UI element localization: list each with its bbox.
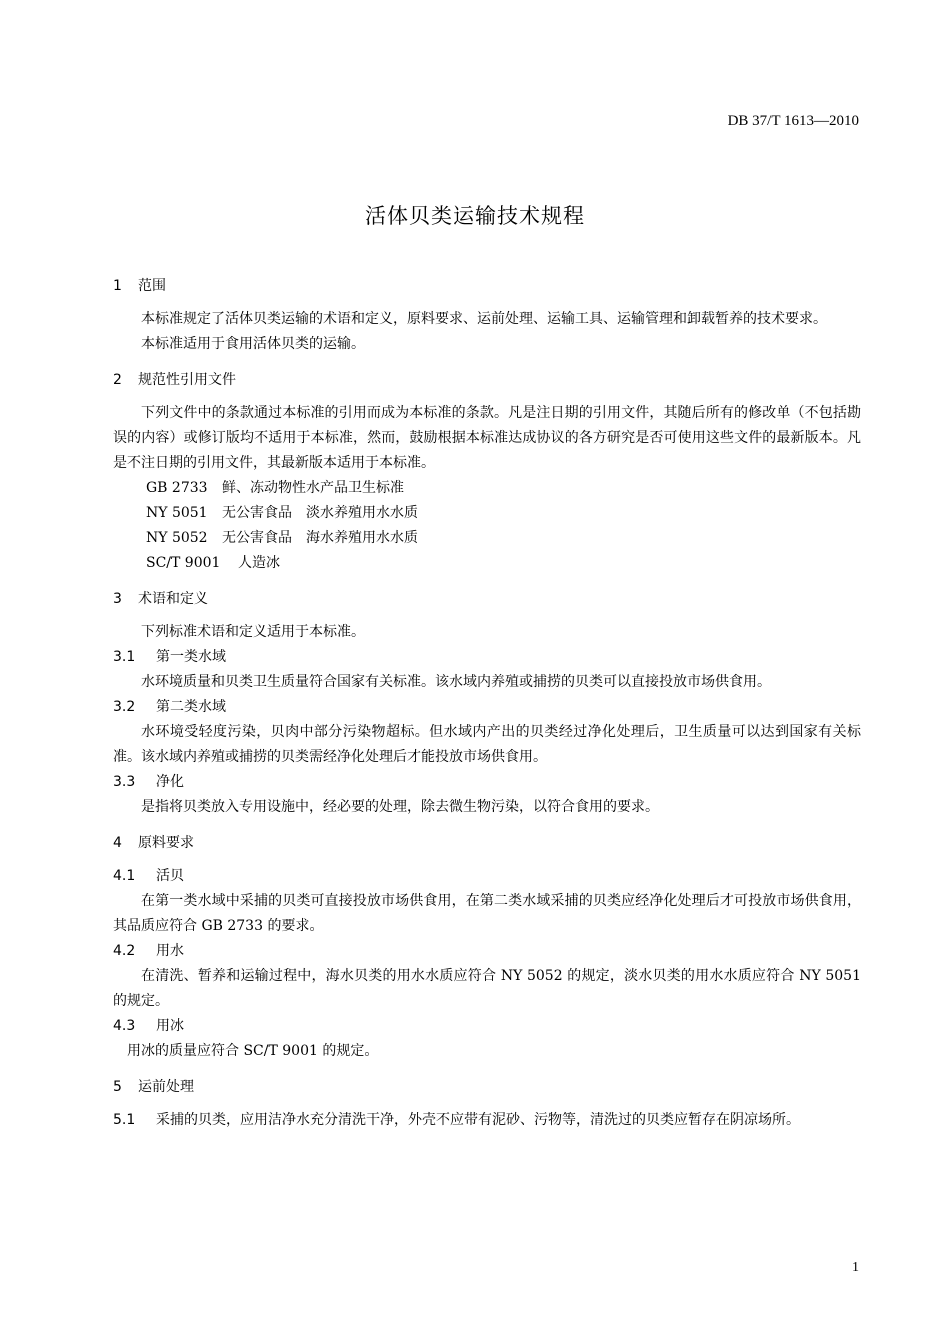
section-title: 范围 bbox=[138, 278, 166, 294]
paragraph: 是指将贝类放入专用设施中，经必要的处理，除去微生物污染，以符合食用的要求。 bbox=[141, 799, 659, 815]
section-title: 规范性引用文件 bbox=[138, 372, 236, 388]
reference-item bbox=[113, 501, 861, 526]
section-number: 1 bbox=[113, 278, 122, 294]
subsection-title: 用水 bbox=[156, 943, 184, 959]
section-title: 运前处理 bbox=[138, 1079, 194, 1095]
reference-title: 人造冰 bbox=[238, 555, 280, 571]
page-number: 1 bbox=[852, 1260, 859, 1275]
paragraph: 在清洗、暂养和运输过程中，海水贝类的用水水质应符合 NY 5052 的规定，淡水贝类的用水水质应符合 NY 5051 的规定。 bbox=[113, 968, 861, 1009]
subsection-number: 4.1 bbox=[113, 868, 136, 884]
subsection-4-1-heading bbox=[113, 864, 861, 889]
subsection-3-3-heading bbox=[113, 770, 861, 795]
document-body bbox=[113, 274, 861, 1133]
reference-code: NY 5051 bbox=[146, 505, 208, 521]
paragraph bbox=[113, 1108, 861, 1133]
subsection-3-2-heading bbox=[113, 695, 861, 720]
subsection-title: 净化 bbox=[156, 774, 184, 790]
section-1-heading bbox=[113, 274, 861, 299]
section-title: 原料要求 bbox=[138, 835, 194, 851]
section-5-heading bbox=[113, 1075, 861, 1100]
paragraph: 用冰的质量应符合 SC/T 9001 的规定。 bbox=[127, 1043, 379, 1059]
reference-item bbox=[113, 476, 861, 501]
standard-number: DB 37/T 1613—2010 bbox=[727, 113, 859, 129]
subsection-text: 采捕的贝类，应用洁净水充分清洗干净，外壳不应带有泥砂、污物等，清洗过的贝类应暂存在阴凉场所。 bbox=[156, 1112, 800, 1128]
paragraph: 下列标准术语和定义适用于本标准。 bbox=[141, 624, 365, 640]
paragraph: 在第一类水域中采捕的贝类可直接投放市场供食用，在第二类水域采捕的贝类应经净化处理后才可投放市场供食用，其品质应符合 GB 2733 的要求。 bbox=[113, 893, 861, 934]
paragraph: 水环境受轻度污染，贝肉中部分污染物超标。但水域内产出的贝类经过净化处理后，卫生质量可以达到国家有关标准。该水域内养殖或捕捞的贝类需经净化处理后才能投放市场供食用。 bbox=[113, 724, 861, 765]
paragraph: 水环境质量和贝类卫生质量符合国家有关标准。该水域内养殖或捕捞的贝类可以直接投放市场供食用。 bbox=[141, 674, 771, 690]
subsection-number: 3.1 bbox=[113, 649, 136, 665]
subsection-number: 5.1 bbox=[113, 1112, 136, 1128]
subsection-title: 用冰 bbox=[156, 1018, 184, 1034]
section-number: 2 bbox=[113, 372, 122, 388]
reference-item bbox=[113, 526, 861, 551]
section-number: 3 bbox=[113, 591, 122, 607]
reference-code: GB 2733 bbox=[146, 480, 208, 496]
subsection-4-3-heading bbox=[113, 1014, 861, 1039]
reference-title: 无公害食品 淡水养殖用水水质 bbox=[222, 505, 418, 521]
reference-title: 鲜、冻动物性水产品卫生标准 bbox=[222, 480, 404, 496]
paragraph: 本标准适用于食用活体贝类的运输。 bbox=[141, 336, 365, 352]
subsection-number: 4.3 bbox=[113, 1018, 136, 1034]
reference-code: NY 5052 bbox=[146, 530, 208, 546]
reference-code: SC/T 9001 bbox=[146, 555, 221, 571]
section-4-heading bbox=[113, 831, 861, 856]
subsection-title: 第一类水域 bbox=[156, 649, 226, 665]
subsection-title: 活贝 bbox=[156, 868, 184, 884]
subsection-number: 4.2 bbox=[113, 943, 136, 959]
paragraph: 本标准规定了活体贝类运输的术语和定义，原料要求、运前处理、运输工具、运输管理和卸载暂养的技术要求。 bbox=[141, 311, 827, 327]
section-number: 4 bbox=[113, 835, 122, 851]
section-number: 5 bbox=[113, 1079, 122, 1095]
section-2-heading bbox=[113, 368, 861, 393]
reference-item bbox=[113, 551, 861, 576]
subsection-4-2-heading bbox=[113, 939, 861, 964]
subsection-title: 第二类水域 bbox=[156, 699, 226, 715]
section-3-heading bbox=[113, 587, 861, 612]
subsection-number: 3.3 bbox=[113, 774, 136, 790]
subsection-3-1-heading bbox=[113, 645, 861, 670]
paragraph: 下列文件中的条款通过本标准的引用而成为本标准的条款。凡是注日期的引用文件，其随后所有的修改单（不包括勘误的内容）或修订版均不适用于本标准，然而，鼓励根据本标准达成协议的各方研究是否可使用这些文件的最新版本。凡是不注日期的引用文件，其最新版本适用于本标准。 bbox=[113, 405, 861, 471]
subsection-number: 3.2 bbox=[113, 699, 136, 715]
reference-title: 无公害食品 海水养殖用水水质 bbox=[222, 530, 418, 546]
document-title: 活体贝类运输技术规程 bbox=[365, 204, 585, 228]
section-title: 术语和定义 bbox=[138, 591, 208, 607]
